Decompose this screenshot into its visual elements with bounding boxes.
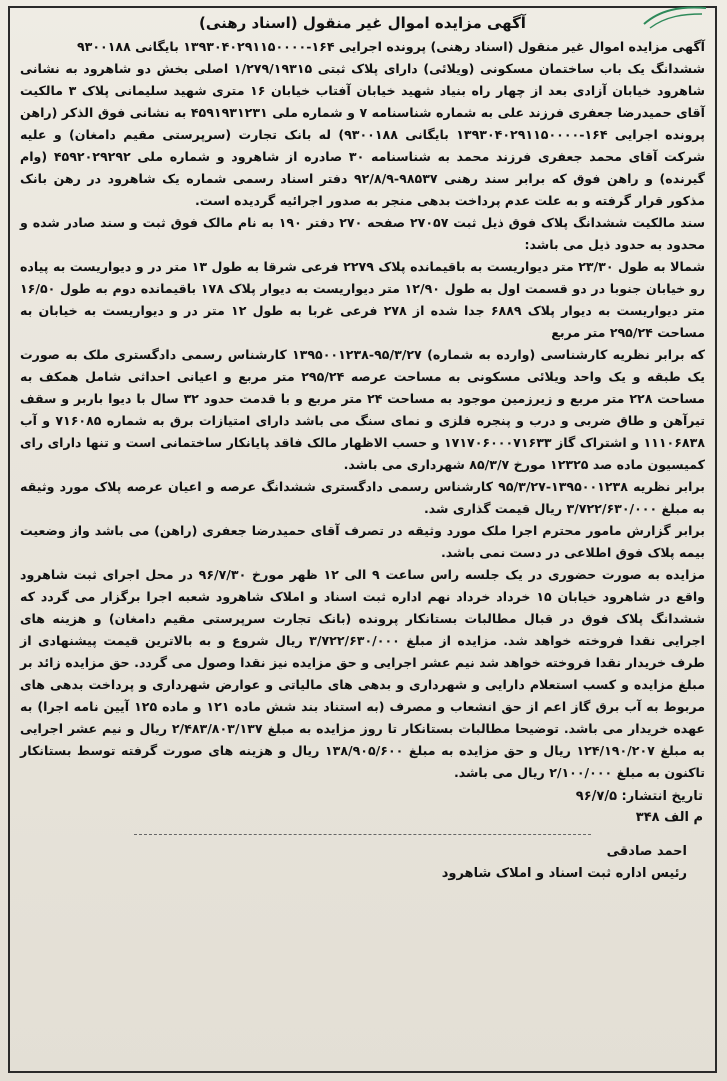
notice-title: آگهی مزایده اموال غیر منقول (اسناد رهنی) [199,14,526,32]
signer-title: رئیس اداره ثبت اسناد و املاک شاهرود [441,866,687,881]
notice-paragraph-2: ششدانگ یک باب ساختمان مسکونی (ویلائی) دارای پلاک ثبتی ۱/۲۷۹/۱۹۳۱۵ اصلی بخش دو شاهرود به نشانی شاهرود خیابان آزادی بعد از چهار راه بنیاد شهید خیابان آفتاب خیابان ۱۶ متری شهید سلیمانی پلاک ۳ مالکیت آقای حمیدرضا جعفری فرزند علی به شماره شناسنامه ۷ و شماره ملی ۴۵۹۱۹۳۱۲۳۱ به نشانی فوق الذکر (راهن پرونده اجرایی ۱۶۴-۱۳۹۳۰۴۰۲۹۱۱۵۰۰۰۰ بایگانی ۹۳۰۰۱۸۸) له بانک تجارت (سرپرستی مقیم دامغان) و علیه شرکت آقای محمد جعفری فرزند محمد به شناسنامه ۳۰ صادره از شاهرود و شماره ملی ۴۵۹۲۰۲۹۲۹۲ (وام گیرنده) و راهن فوق که برابر سند رهنی ۹۸۵۳۷-۹۲/۸/۹ دفتر اسناد رسمی شماره یک شاهرود در رهن بانک مذکور قرار گرفته و به علت عدم پرداخت بدهی منجر به صدور اجرائیه گردیده است. [20,61,706,208]
notice-meta [14,786,711,828]
publish-date: تاریخ انتشار: ۹۶/۷/۵ [575,789,703,804]
notice-paragraph-5: که برابر نظریه کارشناسی (وارده به شماره) ۹۵/۳/۲۷-۱۳۹۵۰۰۱۲۳۸ کارشناس رسمی دادگستری ملک به صورت یک طبقه و یک واحد ویلائی مسکونی به مساحت عرصه ۲۹۵/۲۴ متر مربع و اعیانی احداثی شامل همکف به مساحت ۲۲۸ متر مربع و زیرزمین موجود به مساحت ۲۴ متر مربع و با قدمت حدود ۳۲ سال با دیوا باربر و سقف تیرآهن و طاق ضربی و درب و پنجره فلزی و نمای سنگ می باشد دارای امتیازات برق به شماره ۷۱۶۰۸۵ و آب ۱۱۱۰۶۸۳۸ و اشتراک گاز ۱۷۱۷۰۶۰۰۰۷۱۶۳۳ و حسب الاظهار مالک فاقد پایانکار ساختمانی است و تنها دارای رای کمیسیون ماده صد ۱۲۳۲۵ مورخ ۸۵/۳/۷ شهرداری می باشد. [20,347,706,472]
notice-body [14,36,711,784]
notice-paragraph-1: آگهی مزایده اموال غیر منقول (اسناد رهنی) پرونده اجرایی ۱۶۴-۱۳۹۳۰۴۰۲۹۱۱۵۰۰۰۰ بایگانی ۹۳۰۰۱۸۸ [76,39,705,54]
reference-code: م الف ۳۴۸ [635,810,703,825]
divider [134,834,591,835]
notice-paragraph-4: شمالا به طول ۲۳/۳۰ متر دیواریست به باقیمانده پلاک ۲۲۷۹ فرعی شرقا به طول ۱۳ متر در و دیواریست به پیاده رو خیابان جنوبا در دو قسمت اول به طول ۱۲/۹۰ متر دیواریست به دیوار پلاک ۱۷۸ باقیمانده دوم به طول ۱۶/۵۰ متر دیواریست به دیوار پلاک ۶۸۸۹ جدا شده از ۲۷۸ فرعی غربا به طول ۱۲ متر در و دیواریست به خیابان به مساحت ۲۹۵/۲۴ متر مربع [20,259,706,340]
signature-block [14,841,711,885]
signer-name: احمد صادقی [606,844,687,859]
notice-paragraph-3: سند مالکیت ششدانگ پلاک فوق ذیل ثبت ۲۷۰۵۷ صفحه ۲۷۰ دفتر ۱۹۰ به نام مالک فوق ثبت و سند صادر شده و محدود به حدود ذیل می باشد: [20,215,706,252]
notice-paragraph-8: مزایده به صورت حضوری در یک جلسه راس ساعت ۹ الی ۱۲ ظهر مورخ ۹۶/۷/۳۰ در محل اجرای ثبت شاهرود واقع در شاهرود خیابان ۱۵ خرداد خرداد نهم اداره ثبت اسناد و املاک شاهرود شعبه اجرا برگزار می گردد که ششدانگ پلاک فوق در قبال مطالبات بستانکار پرونده (بانک تجارت سرپرستی مقیم دامغان) و هزینه های اجرایی نقدا فروخته خواهد شد. مزایده از مبلغ ۳/۷۲۲/۶۳۰/۰۰۰ ریال شروع و به بالاترین قیمت پیشنهادی از طرف خریدار نقدا فروخته خواهد شد نیم عشر اجرایی و حق مزایده نیز نقدا وصول می گردد. حق مزایده زائد بر مبلغ مزایده و کسب استعلام دارایی و شهرداری و بدهی های مالیاتی و عوارض شهرداری و پرداخت بدهی های مربوط به آب برق گاز اعم از حق انشعاب و مصرف (به استناد بند شش ماده ۱۲۱ و ماده ۱۲۵ آیین نامه اجرا) به عهده خریدار می باشد. توضیحا مطالبات بستانکار تا روز مزایده به مبلغ ۲/۴۸۳/۸۰۳/۱۳۷ ریال و نیم عشر اجرایی به مبلغ ۱۲۴/۱۹۰/۲۰۷ ریال و حق مزایده به مبلغ ۱۳۸/۹۰۵/۶۰۰ ریال و هزینه های صورت گرفته توسط بستانکار تاکنون به مبلغ ۲/۱۰۰/۰۰۰ ریال می باشد. [20,567,706,780]
notice-paragraph-7: برابر گزارش مامور محترم اجرا ملک مورد وثیقه در تصرف آقای حمیدرضا جعفری (راهن) می باشد واز وضعیت بیمه پلاک فوق اطلاعی در دست نمی باشد. [20,523,705,560]
pen-mark-icon [640,2,710,32]
notice-paragraph-6: برابر نظریه ۱۳۹۵۰۰۱۲۳۸-۹۵/۳/۲۷ کارشناس رسمی دادگستری ششدانگ عرصه و اعیان عرصه پلاک مورد وثیقه به مبلغ ۳/۷۲۲/۶۳۰/۰۰۰ ریال قیمت گذاری شد. [20,479,705,516]
